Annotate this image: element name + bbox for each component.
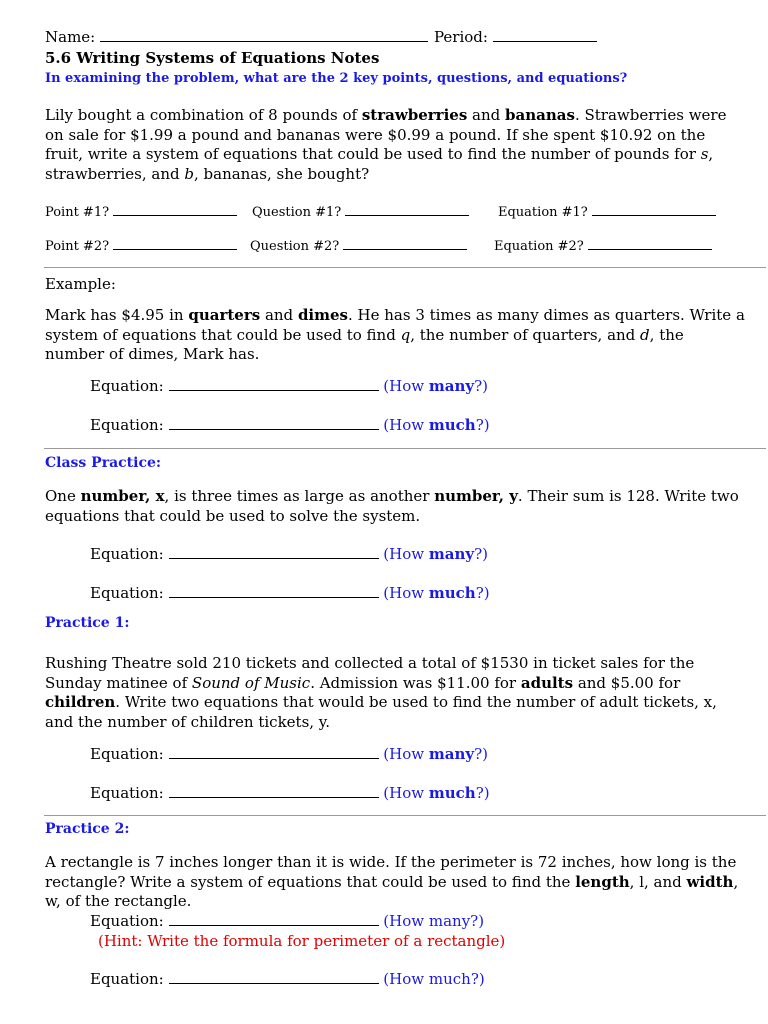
- lily-problem: Lily bought a combination of 8 pounds of strawberries and bananas. Strawberries were on sale for $1.99 a pound and bananas were $0.99 a pound. If she spent $10.92 on the fruit, write a system of equations that could be used to find the number of pounds for s, strawberries, and b, bananas, she bought?: [45, 106, 727, 183]
- equation-line: Equation: (How many?): [90, 545, 488, 563]
- equation-2: Equation #2?: [494, 237, 712, 254]
- period-blank[interactable]: [493, 29, 597, 42]
- divider: [44, 815, 766, 816]
- divider: [44, 448, 766, 449]
- practice-1-heading: Practice 1:: [45, 615, 130, 631]
- point-2: Point #2?: [45, 237, 237, 254]
- equation-line: Equation: (How many?): [90, 745, 488, 763]
- point-2-blank[interactable]: [113, 237, 237, 250]
- equation-line: Equation: (How many?): [90, 912, 485, 930]
- equation-blank[interactable]: [169, 378, 379, 391]
- equation-blank[interactable]: [169, 417, 379, 430]
- name-label: Name:: [45, 28, 96, 46]
- name-blank[interactable]: [100, 29, 428, 42]
- equation-blank[interactable]: [169, 913, 379, 926]
- example-problem: Mark has $4.95 in quarters and dimes. He has 3 times as many dimes as quarters. Write a system of equations that could be used to find q, the number of quarters, and d, the number of dimes, Mark has.: [45, 306, 745, 363]
- class-practice-heading: Class Practice:: [45, 455, 162, 471]
- perimeter-hint: (Hint: Write the formula for perimeter of a rectangle): [98, 932, 506, 950]
- equation-line: Equation: (How much?): [90, 784, 490, 802]
- equation-blank[interactable]: [169, 585, 379, 598]
- equation-line: Equation: (How much?): [90, 416, 490, 434]
- equation-blank[interactable]: [169, 971, 379, 984]
- equation-blank[interactable]: [169, 785, 379, 798]
- equation-line: Equation: (How much?): [90, 970, 485, 988]
- practice-1-problem: Rushing Theatre sold 210 tickets and collected a total of $1530 in ticket sales for the Sunday matinee of Sound of Music. Admission was $11.00 for adults and $5.00 for children. Write two equations that would be used to find the number of adult tickets, x, and the number of children tickets, y.: [45, 654, 717, 731]
- period-field-row: [434, 28, 597, 46]
- equation-blank[interactable]: [169, 546, 379, 559]
- divider: [44, 267, 766, 268]
- question-2: Question #2?: [250, 237, 467, 254]
- point-1: Point #1?: [45, 203, 237, 220]
- equation-1: Equation #1?: [498, 203, 716, 220]
- page-title: 5.6 Writing Systems of Equations Notes: [45, 49, 380, 67]
- practice-2-problem: A rectangle is 7 inches longer than it is wide. If the perimeter is 72 inches, how long is the rectangle? Write a system of equations that could be used to find the length, l, and width, w, of the rectangle.: [45, 853, 739, 910]
- equation-line: Equation: (How much?): [90, 584, 490, 602]
- practice-2-heading: Practice 2:: [45, 821, 130, 837]
- example-label: Example:: [45, 275, 116, 293]
- page-subtitle: In examining the problem, what are the 2 key points, questions, and equations?: [45, 71, 628, 86]
- equation-line: Equation: (How many?): [90, 377, 488, 395]
- point-1-blank[interactable]: [113, 203, 237, 216]
- equation-blank[interactable]: [169, 746, 379, 759]
- question-1-blank[interactable]: [345, 203, 469, 216]
- name-field-row: [45, 28, 428, 46]
- period-label: Period:: [434, 28, 488, 46]
- equation-2-blank[interactable]: [588, 237, 712, 250]
- question-2-blank[interactable]: [343, 237, 467, 250]
- class-practice-problem: One number, x, is three times as large as another number, y. Their sum is 128. Write two equations that could be used to solve the system.: [45, 487, 739, 525]
- question-1: Question #1?: [252, 203, 469, 220]
- equation-1-blank[interactable]: [592, 203, 716, 216]
